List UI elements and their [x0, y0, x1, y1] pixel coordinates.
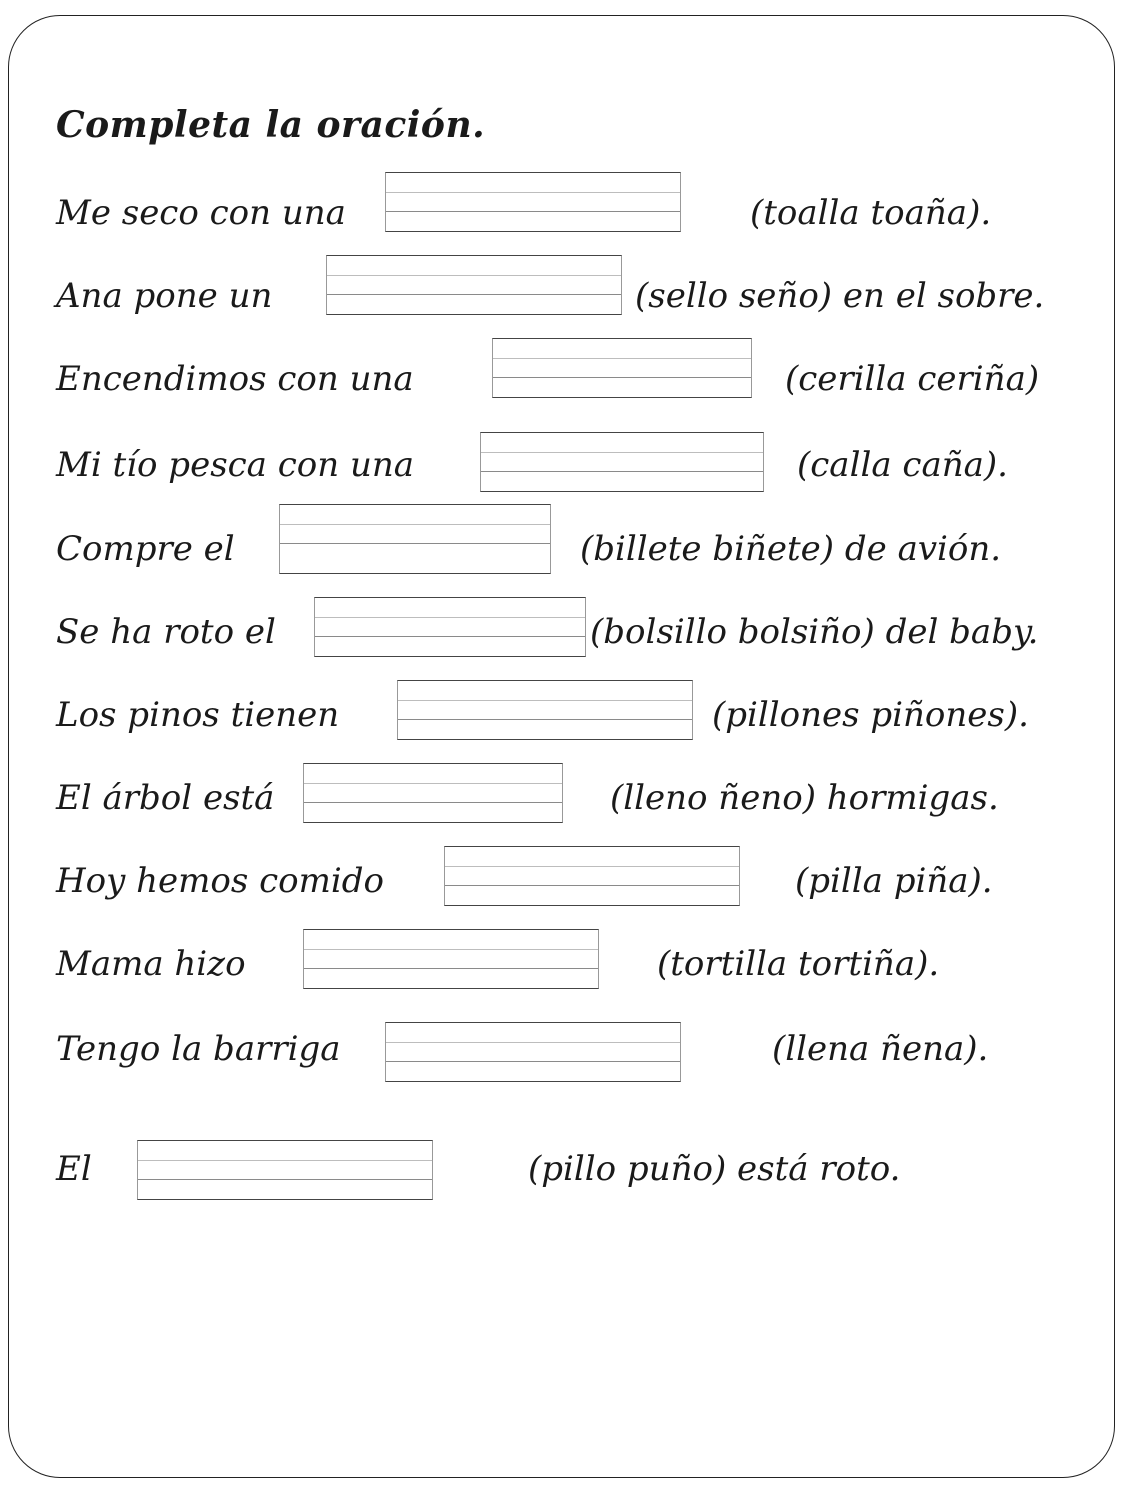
sentence-options: (calla caña).	[797, 445, 1008, 485]
sentence-options: (bolsillo bolsiño) del baby.	[590, 612, 1039, 652]
sentence-lead: Encendimos con una	[56, 359, 414, 399]
sentence-options: (lleno ñeno) hormigas.	[610, 778, 999, 818]
sentence-lead: Mi tío pesca con una	[56, 445, 415, 485]
sentence-options: (pillo puño) está roto.	[528, 1149, 901, 1189]
answer-box-10[interactable]	[303, 929, 599, 989]
sentence-options: (llena ñena).	[772, 1029, 989, 1069]
answer-box-11[interactable]	[385, 1022, 681, 1082]
sentence-options: (toalla toaña).	[750, 193, 992, 233]
sentence-lead: Me seco con una	[56, 193, 346, 233]
sentence-lead: Hoy hemos comido	[56, 861, 384, 901]
answer-box-12[interactable]	[137, 1140, 433, 1200]
sentence-lead: El	[56, 1149, 92, 1189]
answer-box-8[interactable]	[303, 763, 563, 823]
answer-box-3[interactable]	[492, 338, 752, 398]
sentence-options: (pillones piñones).	[712, 695, 1029, 735]
sentence-options: (cerilla ceriña)	[785, 359, 1040, 399]
answer-box-1[interactable]	[385, 172, 681, 232]
sentence-options: (tortilla tortiña).	[657, 944, 940, 984]
answer-box-5[interactable]	[279, 504, 551, 574]
sentence-options: (sello seño) en el sobre.	[635, 276, 1045, 316]
answer-box-6[interactable]	[314, 597, 586, 657]
sentence-lead: El árbol está	[56, 778, 275, 818]
answer-box-9[interactable]	[444, 846, 740, 906]
sentence-lead: Se ha roto el	[56, 612, 276, 652]
sentence-options: (pilla piña).	[795, 861, 993, 901]
answer-box-4[interactable]	[480, 432, 764, 492]
worksheet-frame	[8, 15, 1115, 1478]
sentence-lead: Compre el	[56, 529, 235, 569]
sentence-lead: Mama hizo	[56, 944, 246, 984]
answer-box-2[interactable]	[326, 255, 622, 315]
sentence-lead: Ana pone un	[56, 276, 273, 316]
answer-box-7[interactable]	[397, 680, 693, 740]
worksheet-title: Completa la oración.	[56, 104, 486, 146]
sentence-lead: Los pinos tienen	[56, 695, 340, 735]
sentence-lead: Tengo la barriga	[56, 1029, 341, 1069]
sentence-options: (billete biñete) de avión.	[580, 529, 1002, 569]
